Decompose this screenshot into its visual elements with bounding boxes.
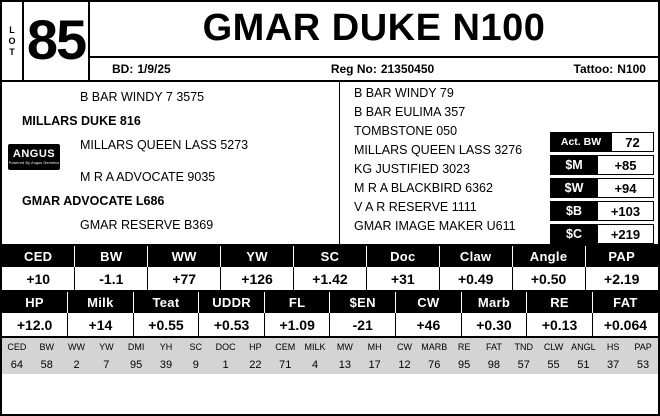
epd-table-2 [2, 292, 658, 336]
birth-date-value: 1/9/25 [137, 62, 171, 76]
epd-value-uddr: +0.53 [199, 313, 265, 336]
pedigree-gp-6: M R A BLACKBIRD 6362 [354, 181, 493, 195]
value-val-w: +94 [598, 178, 654, 198]
pedigree-gp-4: MILLARS QUEEN LASS 3276 [354, 143, 523, 157]
pedigree-left-column [2, 82, 340, 244]
epd-header-angle: Angle [512, 246, 585, 267]
pct-header-milk: MILK [304, 342, 326, 352]
epd-value-row-2 [2, 313, 658, 336]
pct-header-mh: MH [367, 342, 382, 352]
epd-value-teat: +0.55 [133, 313, 199, 336]
epd-value-en: -21 [330, 313, 396, 336]
angus-logo-tagline: Powered By Angus Genetics [8, 160, 60, 165]
pedigree-section [2, 82, 658, 246]
epd-value-row-1 [2, 267, 658, 290]
pct-value-ww: 2 [73, 359, 80, 371]
epd-header-bw: BW [75, 246, 148, 267]
pct-value-hs: 37 [607, 359, 620, 371]
percentile-table [2, 338, 658, 374]
epd-header-ww: WW [148, 246, 221, 267]
epd-header-en: $EN [330, 292, 396, 313]
percentile-header-row [2, 338, 658, 356]
epd-header-claw: Claw [439, 246, 512, 267]
registration-value: 21350450 [380, 62, 435, 76]
pct-header-hp: HP [249, 342, 262, 352]
epd-header-marb: Marb [461, 292, 527, 313]
pct-header-hs: HS [606, 342, 620, 352]
epd-value-yw: +126 [221, 267, 294, 290]
pct-header-pap: PAP [634, 342, 652, 352]
pct-header-dmi: DMI [127, 342, 145, 352]
pct-header-mw: MW [336, 342, 353, 352]
value-val-b: +103 [598, 201, 654, 221]
epd-value-fat: +0.064 [592, 313, 658, 336]
pct-value-milk: 4 [311, 359, 319, 371]
epd-header-doc: Doc [366, 246, 439, 267]
pct-header-ww: WW [68, 342, 86, 352]
epd-header-hp: HP [2, 292, 68, 313]
epd-value-re: +0.13 [527, 313, 593, 336]
pct-value-dmi: 95 [130, 359, 143, 371]
epd-value-hp: +12.0 [2, 313, 68, 336]
epd-table-1 [2, 246, 658, 290]
pedigree-sire-dam: MILLARS QUEEN LASS 5273 [80, 138, 249, 152]
pct-value-yw: 7 [103, 359, 110, 371]
pct-value-cem: 71 [279, 359, 292, 371]
pedigree-gp-7: V A R RESERVE 1111 [354, 200, 477, 214]
pct-value-bw: 58 [40, 359, 53, 371]
birth-date-label: BD: [112, 62, 134, 76]
pedigree-gp-1: B BAR WINDY 79 [354, 86, 454, 100]
epd-value-angle: +0.50 [512, 267, 585, 290]
percentile-rank-table [2, 338, 658, 374]
epd-value-fl: +1.09 [264, 313, 330, 336]
epd-value-marb: +0.30 [461, 313, 527, 336]
value-key-c: $C [550, 224, 598, 244]
lot-number: 85 [24, 2, 90, 80]
epd-table-row2 [2, 292, 658, 338]
value-key-w: $W [550, 178, 598, 198]
pct-header-angl: ANGL [571, 342, 596, 352]
value-row-w [550, 178, 654, 198]
epd-header-re: RE [527, 292, 593, 313]
pct-value-doc: 1 [222, 359, 229, 371]
epd-header-row-1 [2, 246, 658, 267]
pct-value-tnd: 57 [517, 359, 530, 371]
pct-value-mh: 17 [368, 359, 381, 371]
lot-letter-l: L [9, 24, 15, 35]
pct-value-ced: 64 [10, 359, 24, 371]
pct-value-mw: 13 [338, 359, 351, 371]
pedigree-dam-sire: M R A ADVOCATE 9035 [80, 170, 216, 184]
pct-header-doc: DOC [215, 342, 236, 352]
pedigree-gp-3: TOMBSTONE 050 [354, 124, 458, 138]
registration-label: Reg No: [330, 62, 377, 76]
pct-value-yh: 39 [159, 359, 173, 371]
angus-logo-icon [8, 144, 60, 170]
epd-value-bw: -1.1 [75, 267, 148, 290]
epd-value-doc: +31 [366, 267, 439, 290]
pedigree-gp-8: GMAR IMAGE MAKER U611 [354, 219, 516, 233]
pct-header-re: RE [457, 342, 471, 352]
epd-table-row1 [2, 246, 658, 292]
lot-letter-o: O [8, 35, 16, 46]
pct-header-sc: SC [189, 342, 203, 352]
registration-number [277, 62, 487, 76]
value-val-c: +219 [598, 224, 654, 244]
value-row-b [550, 201, 654, 221]
epd-header-fl: FL [264, 292, 330, 313]
pct-value-fat: 98 [487, 359, 501, 371]
info-row [90, 58, 658, 80]
pct-header-fat: FAT [485, 342, 502, 352]
angus-logo-text: ANGUS [12, 147, 56, 160]
epd-value-ww: +77 [148, 267, 221, 290]
pedigree-sire-sire: B BAR WINDY 7 3575 [80, 90, 205, 104]
epd-value-pap: +2.19 [585, 267, 658, 290]
pct-header-cem: CEM [275, 342, 296, 352]
epd-header-uddr: UDDR [199, 292, 265, 313]
birth-date [90, 62, 277, 76]
value-key-act-bw: Act. BW [550, 132, 612, 152]
percentile-value-row [2, 356, 658, 374]
epd-header-yw: YW [221, 246, 294, 267]
value-row-m [550, 155, 654, 175]
animal-name: GMAR DUKE N100 [90, 2, 658, 58]
tattoo [488, 62, 658, 76]
pedigree-sire: MILLARS DUKE 816 [22, 114, 141, 128]
pct-header-bw: BW [39, 342, 54, 352]
title-block [90, 2, 658, 80]
pedigree-dam: GMAR ADVOCATE L686 [22, 194, 165, 208]
value-val-act-bw: 72 [612, 132, 654, 152]
value-row-act-bw [550, 132, 654, 152]
pct-value-clw: 55 [547, 359, 560, 371]
epd-header-row-2 [2, 292, 658, 313]
value-row-c [550, 224, 654, 244]
epd-value-claw: +0.49 [439, 267, 512, 290]
pct-value-sc: 9 [192, 359, 199, 371]
index-value-stack [550, 132, 654, 247]
tattoo-label: Tattoo: [573, 62, 614, 76]
value-val-m: +85 [598, 155, 654, 175]
epd-header-sc: SC [294, 246, 367, 267]
epd-header-pap: PAP [585, 246, 658, 267]
lot-letter-t: T [9, 46, 15, 57]
lot-label [2, 2, 24, 80]
epd-value-milk: +14 [68, 313, 134, 336]
pct-header-ced: CED [7, 342, 27, 352]
pedigree-gp-2: B BAR EULIMA 357 [354, 105, 466, 119]
tattoo-value: N100 [617, 62, 646, 76]
value-key-b: $B [550, 201, 598, 221]
pct-value-marb: 76 [428, 359, 441, 371]
epd-header-fat: FAT [592, 292, 658, 313]
pct-header-marb: MARB [421, 342, 448, 352]
value-key-m: $M [550, 155, 598, 175]
pct-value-re: 95 [457, 359, 471, 371]
pct-header-cw: CW [396, 342, 412, 352]
epd-value-sc: +1.42 [294, 267, 367, 290]
pct-value-pap: 53 [636, 359, 650, 371]
pct-header-yh: YH [159, 342, 173, 352]
pct-header-tnd: TND [514, 342, 533, 352]
pedigree-dam-dam: GMAR RESERVE B369 [80, 218, 214, 232]
pct-header-yw: YW [99, 342, 114, 352]
epd-header-cw: CW [396, 292, 462, 313]
header [2, 2, 658, 82]
pedigree-gp-5: KG JUSTIFIED 3023 [354, 162, 471, 176]
pct-value-angl: 51 [577, 359, 590, 371]
epd-header-teat: Teat [133, 292, 199, 313]
pct-value-hp: 22 [249, 359, 262, 371]
epd-header-ced: CED [2, 246, 75, 267]
epd-value-ced: +10 [2, 267, 75, 290]
pct-value-cw: 12 [398, 359, 411, 371]
epd-value-cw: +46 [396, 313, 462, 336]
epd-header-milk: Milk [68, 292, 134, 313]
pct-header-clw: CLW [543, 342, 564, 352]
